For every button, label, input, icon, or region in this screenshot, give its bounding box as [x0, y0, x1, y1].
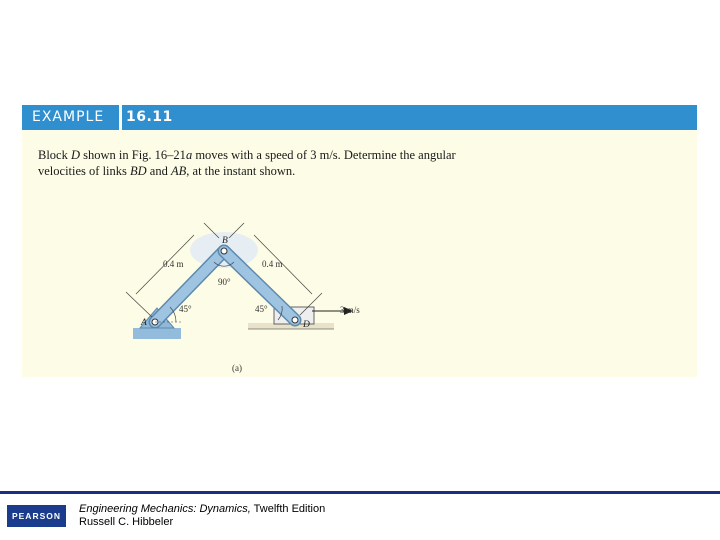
author: Russell C. Hibbeler: [79, 516, 174, 528]
label-angle-d: 45°: [255, 304, 268, 314]
var-bd: BD: [130, 164, 147, 178]
label-a: A: [141, 318, 147, 328]
example-number: 16.11: [126, 109, 173, 125]
example-label: EXAMPLE: [32, 109, 105, 125]
label-b: B: [222, 236, 228, 246]
fig-letter: a: [185, 148, 193, 162]
footer-rule: [0, 491, 720, 494]
ground-support-a: [133, 328, 181, 339]
var-d: D: [70, 148, 81, 162]
example-panel: [22, 105, 697, 377]
label-length-ab: 0.4 m: [163, 259, 184, 269]
linkage-figure: [22, 105, 697, 377]
extension-line-a: [126, 292, 152, 317]
label-angle-b: 90°: [218, 277, 231, 287]
label-length-bd: 0.4 m: [262, 259, 283, 269]
var-ab: AB: [170, 164, 187, 178]
problem-text-4: and: [149, 164, 168, 178]
book-title: Engineering Mechanics: Dynamics,: [79, 503, 251, 515]
edition: Twelfth Edition: [253, 503, 326, 515]
pin-b: [221, 248, 227, 254]
footer-line-1: [79, 503, 325, 516]
footer-citation: [79, 503, 325, 529]
problem-text-5: , at the instant shown.: [186, 164, 296, 178]
label-angle-a: 45°: [179, 304, 192, 314]
pearson-logo: PEARSON: [7, 505, 66, 527]
pin-d: [292, 317, 298, 323]
figure-caption: (a): [232, 363, 242, 373]
label-d: D: [303, 320, 310, 330]
problem-text-2: shown in Fig. 16–21: [83, 148, 186, 162]
problem-text-1: Block: [38, 148, 68, 162]
problem-text-3: moves with a speed of 3 m/s. Determine the angular velocities of links: [38, 148, 456, 178]
label-velocity: 3 m/s: [340, 305, 360, 315]
